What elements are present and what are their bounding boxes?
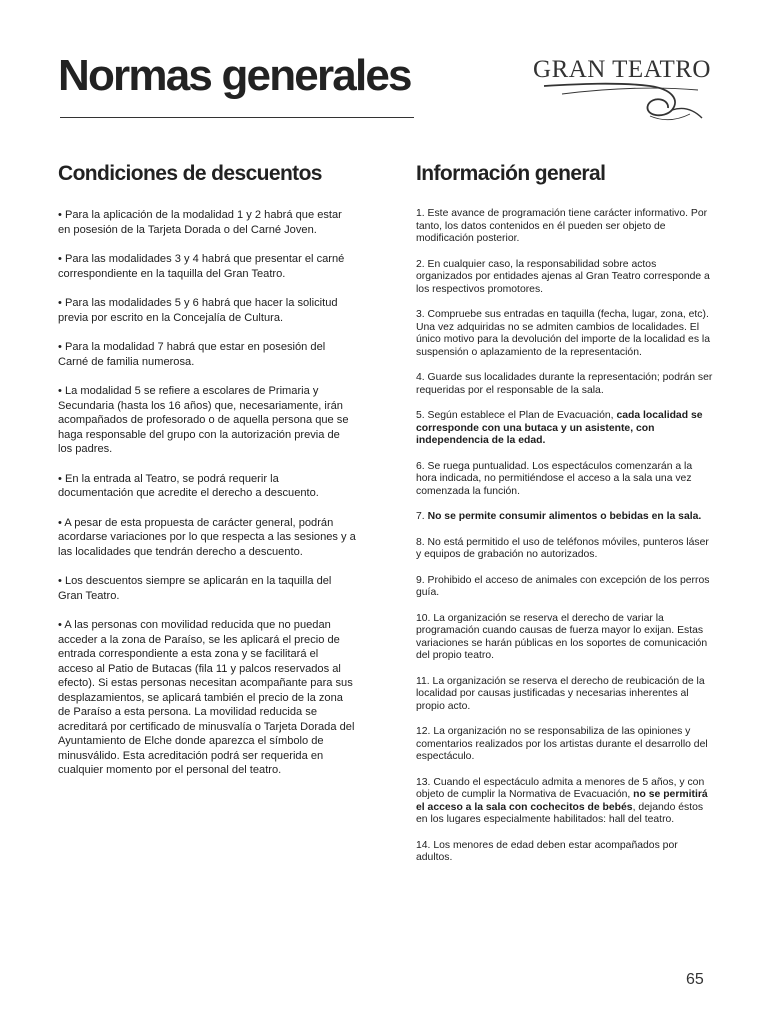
discounts-heading: Condiciones de descuentos <box>58 162 322 185</box>
info-item-text: 7. <box>416 511 428 522</box>
info-item: 12. La organización no se responsabiliza de las opiniones y comentarios realizados por los artistas durante el desarrollo del espectáculo. <box>416 726 708 762</box>
info-item-text: 13. Cuando el espectáculo admita a menores de 5 años, y con objeto de cumplir la Normativa de Evacuación, <box>416 776 705 800</box>
logo-text: GRAN TEATRO <box>533 56 711 83</box>
info-item: 8. No está permitido el uso de teléfonos móviles, punteros láser y equipos de grabación no autorizados. <box>416 536 709 560</box>
info-item <box>416 410 714 448</box>
discounts-list <box>58 208 356 793</box>
title-underline <box>60 117 414 118</box>
info-item: 4. Guarde sus localidades durante la representación; podrán ser requeridas por el responsable de la sala. <box>416 372 713 396</box>
info-item-text: 5. Según establece el Plan de Evacuación, <box>416 410 617 421</box>
discount-item: • En la entrada al Teatro, se podrá requerir la documentación que acredite el derecho a descuento. <box>58 472 319 499</box>
discount-item: • La modalidad 5 se refiere a escolares de Primaria y Secundaria (hasta los 16 años) que, necesariamente, irán acompañados de profesorado o de aquella persona que se haga responsable del grupo con la autorización previa de los padres. <box>58 385 349 455</box>
info-item: 2. En cualquier caso, la responsabilidad sobre actos organizados por entidades ajenas al Gran Teatro corresponde a los respectivos promotores. <box>416 258 710 295</box>
logo-flourish-icon <box>522 80 722 124</box>
general-info-heading: Información general <box>416 162 606 185</box>
info-item-bold-text: No se permite consumir alimentos o bebidas en la sala. <box>427 511 702 522</box>
discount-item: • Para la modalidad 7 habrá que estar en posesión del Carné de familia numerosa. <box>58 341 326 368</box>
info-item: 6. Se ruega puntualidad. Los espectáculos comenzarán a la hora indicada, no permitiéndose el acceso a la sala una vez comenzada la función. <box>416 460 693 497</box>
info-item-bold-text: cada localidad se corresponde con una butaca y un asistente, con independencia de la edad. <box>416 410 703 446</box>
discount-item: • Para las modalidades 3 y 4 habrá que presentar el carné correspondiente en la taquilla del Gran Teatro. <box>58 253 345 280</box>
page-title: Normas generales <box>58 51 411 100</box>
info-item <box>416 511 714 524</box>
info-item: 1. Este avance de programación tiene carácter informativo. Por tanto, los datos contenidos en él pueden ser objeto de modificación posterior. <box>416 208 708 244</box>
general-info-list <box>416 208 714 878</box>
gran-teatro-logo <box>522 52 722 124</box>
info-item: 10. La organización se reserva el derecho de variar la programación cuando causas de fuerza mayor lo exijan. Estas variaciones se harán públicas en los soportes de comunicación del propio teatro. <box>416 612 708 661</box>
info-item-text: , dejando éstos en los lugares especialmente habilitados: hall del teatro. <box>416 801 704 825</box>
info-item <box>416 777 714 827</box>
discount-item: • Los descuentos siempre se aplicarán en la taquilla del Gran Teatro. <box>58 575 332 602</box>
info-item: 3. Compruebe sus entradas en taquilla (fecha, lugar, zona, etc). Una vez adquiridas no se admiten cambios de localidades. El único motivo para la devolución del importe de la localidad es la suspensión o aplazamiento de la representación. <box>416 309 710 358</box>
info-item: 14. Los menores de edad deben estar acompañados por adultos. <box>416 839 678 863</box>
page-number: 65 <box>686 971 704 988</box>
discount-item: • Para las modalidades 5 y 6 habrá que hacer la solicitud previa por escrito en la Concejalía de Cultura. <box>58 297 338 324</box>
info-item: 11. La organización se reserva el derecho de reubicación de la localidad por causas justificadas y necesarias inherentes al propio acto. <box>416 675 705 712</box>
discount-item: • A pesar de esta propuesta de carácter general, podrán acordarse variaciones por lo que respecta a las sesiones y a las localidades que tendrán derecho a descuento. <box>58 516 356 558</box>
info-item-bold-text: no se permitirá el acceso a la sala con cochecitos de bebés <box>416 789 708 813</box>
info-item: 9. Prohibido el acceso de animales con excepción de los perros guía. <box>416 574 710 598</box>
discount-item: • Para la aplicación de la modalidad 1 y 2 habrá que estar en posesión de la Tarjeta Dorada o del Carné Joven. <box>58 209 342 236</box>
discount-item: • A las personas con movilidad reducida que no puedan acceder a la zona de Paraíso, se les aplicará el precio de entrada correspondiente a esta zona y se facilitará el acceso al Patio de Butacas (fila 11 y palcos reservados al efecto). Si estas personas necesitan acompañante para sus desplazamientos, se aplicará también el precio de la zona de Paraíso a esta persona. La movilidad reducida se acreditará por certificado de minusvalía o Tarjeta Dorada del Ayuntamiento de Elche donde aparezca el símbolo de minusválido. Esta acreditación podrá ser requerida en cualquier momento por el personal del teatro. <box>58 619 355 776</box>
